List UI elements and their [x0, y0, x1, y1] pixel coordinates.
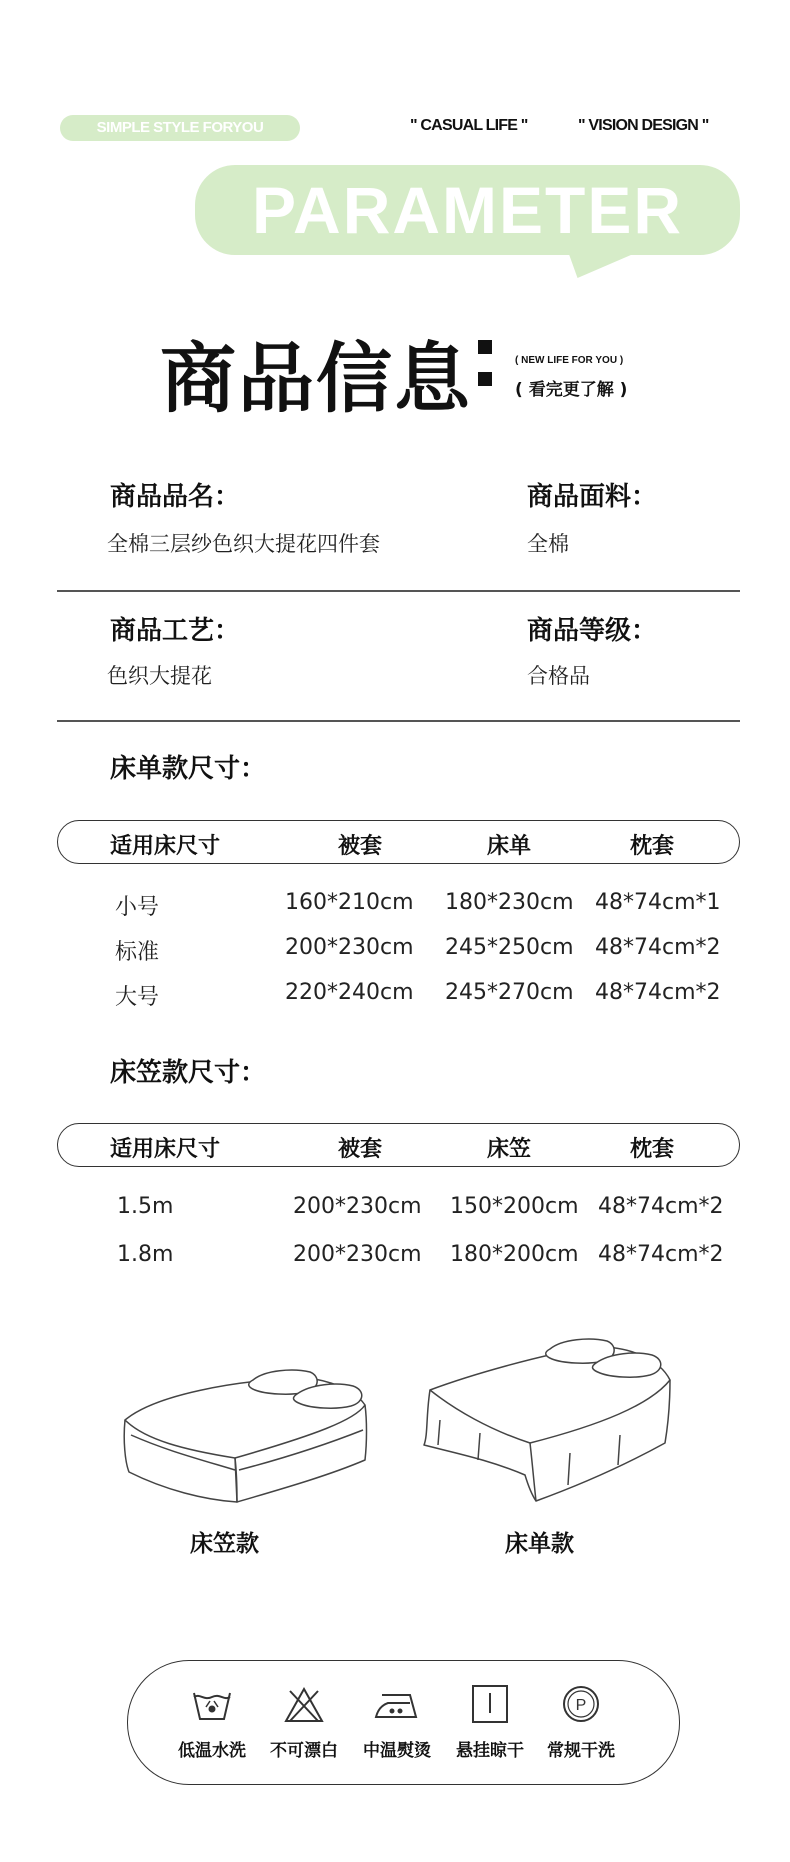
fitted-size-title: 床笠款尺寸：	[110, 1058, 267, 1088]
table-cell: 200*230cm	[293, 1242, 422, 1267]
care-label: 常规干洗	[547, 1741, 615, 1761]
table-cell: 160*210cm	[285, 890, 414, 915]
table-cell: 200*230cm	[293, 1194, 422, 1219]
flat-sheet-label: 床单款	[505, 1531, 574, 1557]
subtitle-cn: ( 看完更了解 )	[515, 380, 628, 400]
divider	[57, 720, 740, 722]
table-header: 适用床尺寸	[110, 1137, 221, 1162]
grade-value: 合格品	[527, 664, 590, 688]
table-cell: 48*74cm*2	[598, 1194, 724, 1219]
tagline-casual: " CASUAL LIFE "	[410, 117, 528, 134]
table-cell: 1.8m	[117, 1242, 174, 1267]
table-cell: 小号	[115, 895, 160, 920]
table-cell: 150*200cm	[450, 1194, 579, 1219]
subtitle-en: ( NEW LIFE FOR YOU )	[515, 355, 624, 366]
fabric-value: 全棉	[527, 532, 569, 556]
table-header: 床单	[487, 834, 532, 859]
hang-dry-icon	[470, 1683, 510, 1725]
table-cell: 180*200cm	[450, 1242, 579, 1267]
fitted-sheet-bed-illustration	[115, 1350, 375, 1510]
table-header: 被套	[338, 1137, 383, 1162]
style-pill: SIMPLE STYLE FORYOU	[60, 115, 300, 141]
table-cell: 48*74cm*2	[595, 935, 721, 960]
table-header: 枕套	[630, 834, 675, 859]
table-cell: 标准	[115, 940, 160, 965]
banner-text: PARAMETER	[251, 173, 684, 247]
table-header: 枕套	[630, 1137, 675, 1162]
dry-clean-icon	[560, 1683, 602, 1725]
page-title: 商品信息	[160, 334, 472, 423]
care-label: 悬挂晾干	[456, 1741, 524, 1761]
table-header: 适用床尺寸	[110, 834, 221, 859]
fitted-sheet-label: 床笠款	[190, 1531, 259, 1557]
tagline-vision: " VISION DESIGN "	[578, 117, 709, 134]
craft-label: 商品工艺：	[110, 616, 241, 646]
table-cell: 48*74cm*2	[598, 1242, 724, 1267]
table-cell: 大号	[115, 985, 160, 1010]
table-cell: 245*250cm	[445, 935, 574, 960]
fabric-label: 商品面料：	[527, 482, 658, 512]
table-header: 被套	[338, 834, 383, 859]
table-cell: 1.5m	[117, 1194, 174, 1219]
table-cell: 48*74cm*1	[595, 890, 721, 915]
table-cell: 180*230cm	[445, 890, 574, 915]
care-label: 低温水洗	[178, 1741, 246, 1761]
flat-sheet-bed-illustration	[420, 1325, 680, 1505]
product-name-label: 商品品名：	[110, 482, 241, 512]
table-cell: 245*270cm	[445, 980, 574, 1005]
title-colon	[478, 340, 492, 388]
grade-label: 商品等级：	[527, 616, 658, 646]
medium-iron-icon	[372, 1685, 422, 1725]
low-temp-wash-icon	[190, 1685, 234, 1725]
care-label: 中温熨烫	[363, 1741, 431, 1761]
table-cell: 200*230cm	[285, 935, 414, 960]
svg-text:P: P	[575, 1697, 587, 1714]
craft-value: 色织大提花	[107, 664, 212, 688]
sheet-size-title: 床单款尺寸：	[110, 754, 267, 784]
table-cell: 48*74cm*2	[595, 980, 721, 1005]
care-label: 不可漂白	[270, 1741, 338, 1761]
table-header: 床笠	[487, 1137, 532, 1162]
no-bleach-icon	[282, 1685, 326, 1725]
table-cell: 220*240cm	[285, 980, 414, 1005]
product-name-value: 全棉三层纱色织大提花四件套	[107, 532, 380, 556]
divider	[57, 590, 740, 592]
